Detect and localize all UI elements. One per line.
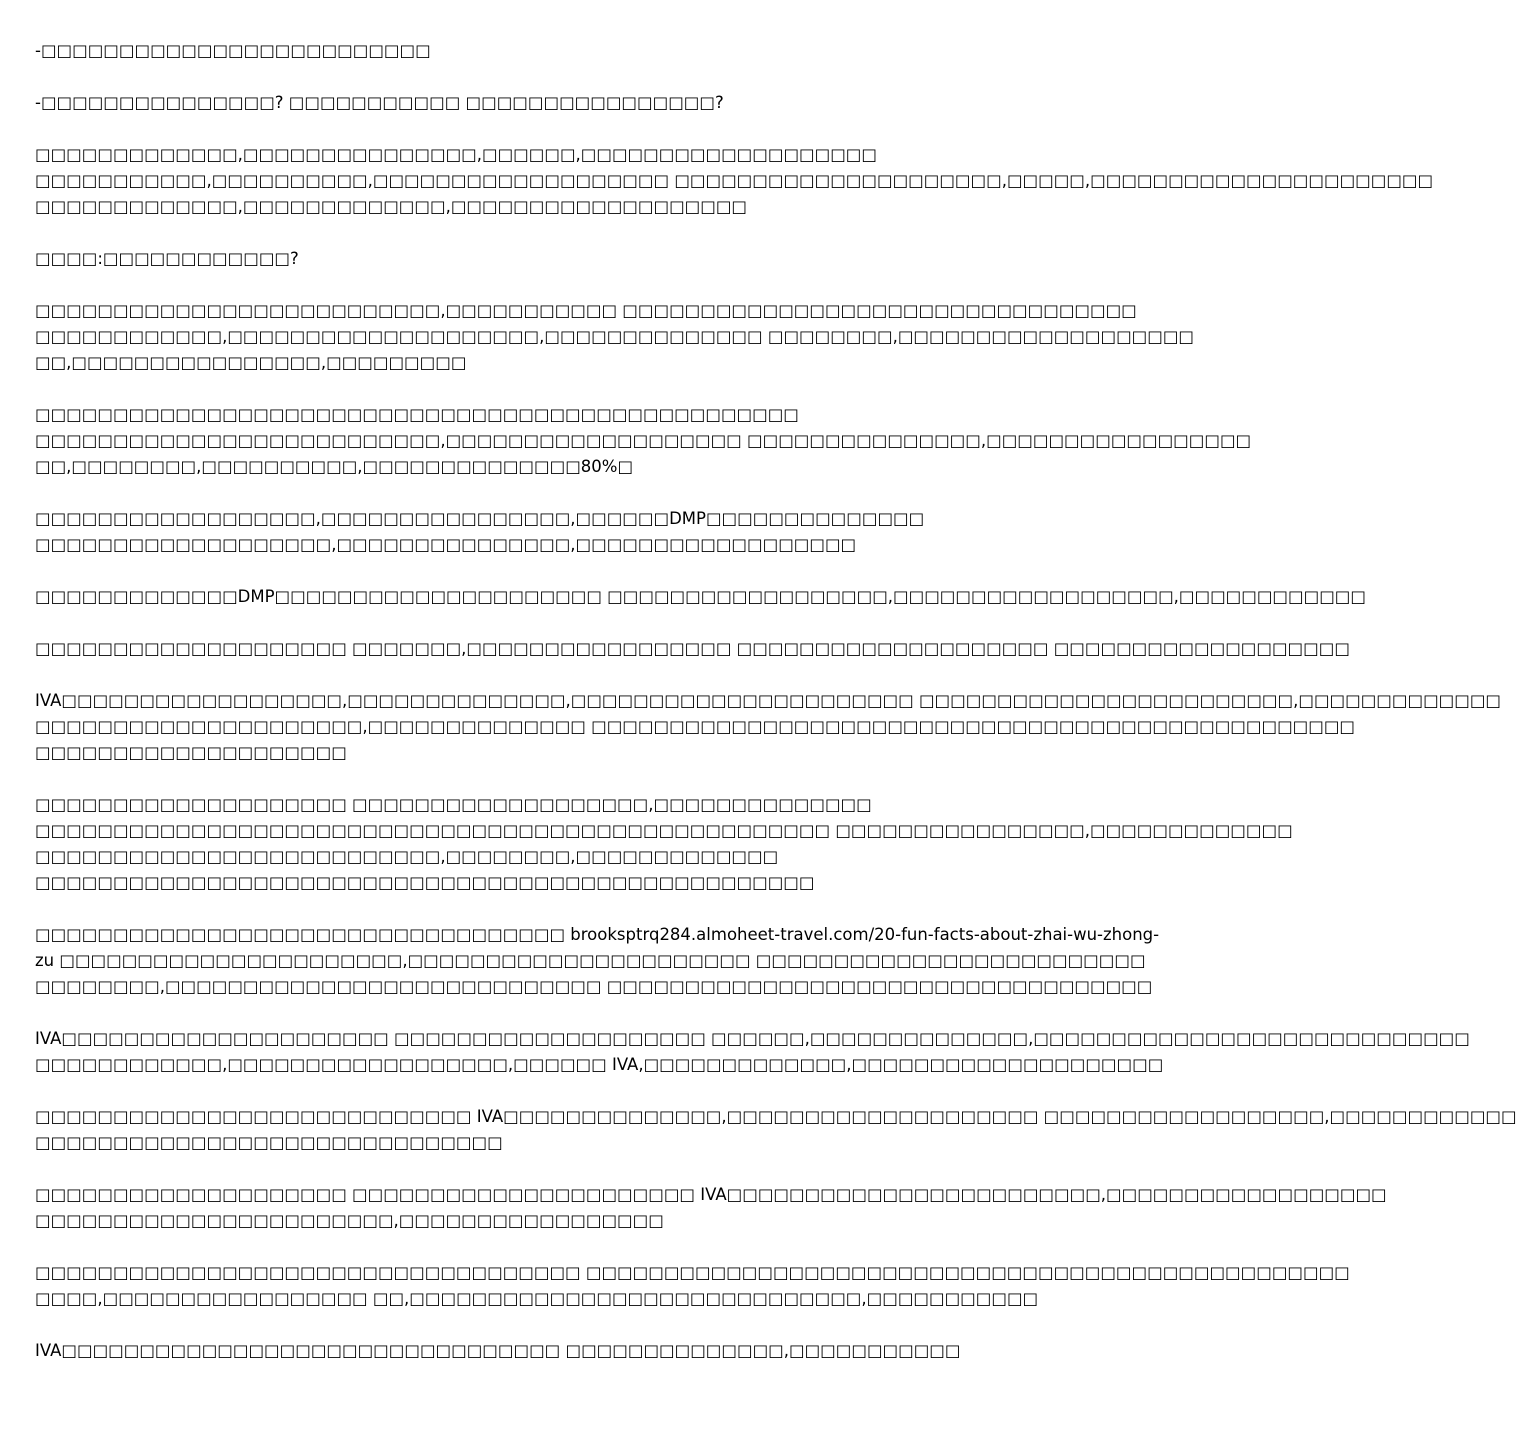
text-line: □□□□□□□□□□□□□DMP□□□□□□□□□□□□□□□□□□□□□ □□□□□□□□□□□□□□□□□□,□□□□□□□□□□□□□□□□□□,□□□□□□□□□□□□ — [35, 587, 1366, 606]
text-line: IVA□□□□□□□□□□□□□□□□□□,□□□□□□□□□□□□□□,□□□□□□□□□□□□□□□□□□□□□□ □□□□□□□□□□□□□□□□□□□□□□□□,□□□□□□□□□□□□□ — [35, 691, 1502, 710]
paragraph — [35, 90, 995, 116]
text-line: □□□□□□□□□□□□□□□□□□□□□□□□□□□□□□ — [35, 1133, 503, 1152]
paragraph — [35, 142, 1434, 220]
text-line: IVA□□□□□□□□□□□□□□□□□□□□□ □□□□□□□□□□□□□□□□□□□□ □□□□□□,□□□□□□□□□□□□□□,□□□□□□□□□□□□□□□□□□□□□□□□□□□□ — [35, 1029, 1470, 1048]
text-line: □□,□□□□□□□□□□□□□□□□,□□□□□□□□□ — [35, 353, 467, 372]
text-line: □□□□□□□□□□□□□□□□□□,□□□□□□□□□□□□□□□□,□□□□□□DMP□□□□□□□□□□□□□□ — [35, 509, 925, 528]
text-line: □□□□□□□□□□□□□□□□□□□□□□□□□□,□□□□□□□□□□□ □□□□□□□□□□□□□□□□□□□□□□□□□□□□□□□□□ — [35, 301, 1137, 320]
text-line: □□□□□□□□□□□,□□□□□□□□□□,□□□□□□□□□□□□□□□□□□□ □□□□□□□□□□□□□□□□□□□□□,□□□□□,□□□□□□□□□□□□□□□□□□□□□□ — [35, 171, 1434, 190]
text-line: □□□□□□□□□□□□□,□□□□□□□□□□□□□,□□□□□□□□□□□□□□□□□□□ — [35, 197, 748, 216]
text-line: □□□□□□□□□□□□□□□□□□□□□□□□□□□□□□□□□□□ □□□□□□□□□□□□□□□□□□□□□□□□□□□□□□□□□□□□□□□□□□□□□□□□□ — [35, 1263, 1350, 1282]
text-line: □□□□□□□□□□□□□□□□□□□□□□□□□□□□□□□□□□□□□□□□□□□□□□□□□□ — [35, 873, 815, 892]
text-line: □□□□:□□□□□□□□□□□□? — [35, 249, 299, 268]
text-line: □□□□□□□□□□□□□□□□□□□□□□□□□□□□□□□□□□□□□□□□□□□□□□□□□□□ □□□□□□□□□□□□□□□□,□□□□□□□□□□□□□ — [35, 821, 1293, 840]
paragraph — [35, 584, 1366, 610]
text-line: □□□□□□□□□□□□,□□□□□□□□□□□□□□□□□□□□,□□□□□□□□□□□□□□ □□□□□□□□,□□□□□□□□□□□□□□□□□□□ — [35, 327, 1195, 346]
text-line: -□□□□□□□□□□□□□□□? □□□□□□□□□□□ □□□□□□□□□□□□□□□□? — [35, 93, 724, 112]
text-line: □□□□□□□□□□□□□□□□□□□□□□□□□□,□□□□□□□□,□□□□□□□□□□□□□ — [35, 847, 779, 866]
paragraph — [35, 298, 1195, 376]
paragraph — [35, 636, 1350, 662]
text-line: □□□□□□□□□□□□□□□□□□□□ — [35, 743, 347, 762]
paragraph — [35, 1260, 1350, 1312]
paragraph — [35, 922, 1160, 1000]
text-line: □□□□□□□□□□□□□□□□□□□□□□□□□□□□□□□□□□□□□□□□□□□□□□□□□ — [35, 405, 799, 424]
text-line: □□,□□□□□□□□,□□□□□□□□□□,□□□□□□□□□□□□□□80%□ — [35, 457, 634, 476]
text-line: □□□□□□□□□□□□□□□□□□□□□□□□□□□□ IVA□□□□□□□□□□□□□□,□□□□□□□□□□□□□□□□□□□□ □□□□□□□□□□□□□□□□□□,□□□□□□□□□□□□ — [35, 1107, 1517, 1126]
paragraph — [35, 1104, 1517, 1156]
text-line: □□□□□□□□□□□□□,□□□□□□□□□□□□□□□,□□□□□□,□□□□□□□□□□□□□□□□□□□ — [35, 145, 877, 164]
text-line: □□□□□□□□□□□□□□□□□□□□□,□□□□□□□□□□□□□□ □□□□□□□□□□□□□□□□□□□□□□□□□□□□□□□□□□□□□□□□□□□□□□□□□ — [35, 717, 1356, 736]
paragraph — [35, 402, 1252, 480]
text-line: □□□□□□□□□□□□□□□□□□□□ □□□□□□□□□□□□□□□□□□□□□□ IVA□□□□□□□□□□□□□□□□□□□□□□□□,□□□□□□□□□□□□□□□□□□ — [35, 1185, 1387, 1204]
text-line: -□□□□□□□□□□□□□□□□□□□□□□□□□ — [35, 41, 431, 60]
paragraph — [35, 688, 1502, 766]
paragraph — [35, 38, 995, 64]
paragraph — [35, 1026, 1470, 1078]
text-line: □□□□□□□□,□□□□□□□□□□□□□□□□□□□□□□□□□□□□ □□□□□□□□□□□□□□□□□□□□□□□□□□□□□□□□□□□ — [35, 977, 1153, 996]
paragraph — [35, 792, 1293, 896]
paragraph — [35, 246, 995, 272]
paragraph — [35, 1182, 1387, 1234]
document-body — [35, 38, 1517, 1390]
text-line: □□□□□□□□□□□□□□□□□□□□ □□□□□□□□□□□□□□□□□□□,□□□□□□□□□□□□□□ — [35, 795, 872, 814]
text-line: □□□□□□□□□□□□□□□□□□□,□□□□□□□□□□□□□□□,□□□□□□□□□□□□□□□□□□ — [35, 535, 857, 554]
text-line: □□□□□□□□□□□□□□□□□□□□□□□□□□□□□□□□□□ brooksptrq284.almoheet-travel.com/20-fun-facts-about-zhai-wu-zhong- — [35, 925, 1160, 944]
text-line: □□□□□□□□□□□□,□□□□□□□□□□□□□□□□□□,□□□□□□ IVA,□□□□□□□□□□□□□,□□□□□□□□□□□□□□□□□□□□ — [35, 1055, 1164, 1074]
text-line: □□□□□□□□□□□□□□□□□□□□□□□□□□,□□□□□□□□□□□□□□□□□□□ □□□□□□□□□□□□□□□,□□□□□□□□□□□□□□□□□ — [35, 431, 1252, 450]
text-line: □□□□□□□□□□□□□□□□□□□□□□□,□□□□□□□□□□□□□□□□□ — [35, 1211, 664, 1230]
text-line: □□□□□□□□□□□□□□□□□□□□ □□□□□□□,□□□□□□□□□□□□□□□□□ □□□□□□□□□□□□□□□□□□□□ □□□□□□□□□□□□□□□□□□□ — [35, 639, 1350, 658]
paragraph — [35, 1338, 995, 1364]
text-line: IVA□□□□□□□□□□□□□□□□□□□□□□□□□□□□□□□□ □□□□□□□□□□□□□□,□□□□□□□□□□□ — [35, 1341, 961, 1360]
text-line: zu □□□□□□□□□□□□□□□□□□□□□□,□□□□□□□□□□□□□□□□□□□□□□ □□□□□□□□□□□□□□□□□□□□□□□□□ — [35, 951, 1146, 970]
paragraph — [35, 506, 995, 558]
text-line: □□□□,□□□□□□□□□□□□□□□□□ □□,□□□□□□□□□□□□□□□□□□□□□□□□□□□□□,□□□□□□□□□□□ — [35, 1289, 1039, 1308]
